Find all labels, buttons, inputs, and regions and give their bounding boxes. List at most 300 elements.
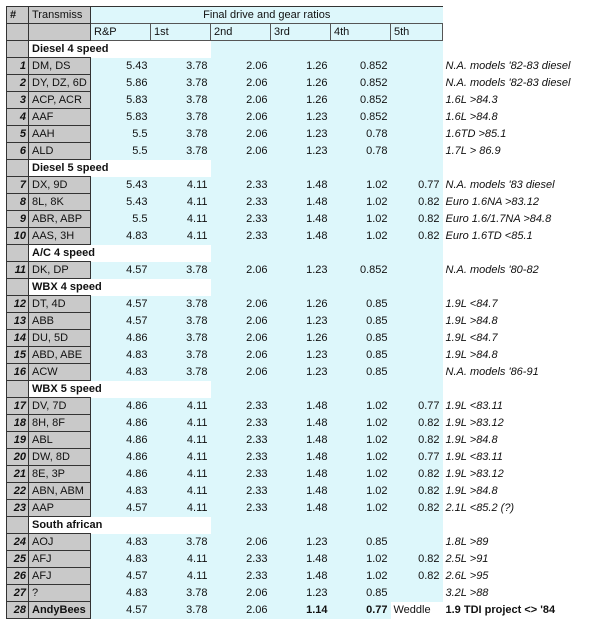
row-number: 21 [7,466,29,483]
table-row [7,58,595,75]
ratio-1st: 3.78 [151,534,211,551]
group-row [7,381,595,398]
group-blank-cell [391,517,443,534]
row-note: 3.2L >88 [443,585,595,602]
row-number: 28 [7,602,29,619]
ratio-4th: 0.85 [331,347,391,364]
ratio-1st: 4.11 [151,432,211,449]
row-number: 27 [7,585,29,602]
transmission-code: 8L, 8K [29,194,91,211]
group-label: South african [29,517,211,534]
group-row [7,517,595,534]
group-label: Diesel 4 speed [29,41,211,58]
group-label: Diesel 5 speed [29,160,211,177]
row-number: 15 [7,347,29,364]
ratio-rp: 4.57 [91,313,151,330]
ratio-4th: 0.852 [331,262,391,279]
ratio-rp: 4.86 [91,330,151,347]
ratio-3rd: 1.48 [271,194,331,211]
ratio-4th: 1.02 [331,500,391,517]
ratio-1st: 3.78 [151,126,211,143]
row-number: 25 [7,551,29,568]
row-note: 1.8L >89 [443,534,595,551]
ratio-2nd: 2.33 [211,568,271,585]
ratio-2nd: 2.33 [211,432,271,449]
row-note: 1.9L >84.8 [443,432,595,449]
group-row [7,41,595,58]
ratio-5th [391,347,443,364]
table-row [7,551,595,568]
table-row [7,109,595,126]
row-note: 1.6L >84.8 [443,109,595,126]
ratio-3rd: 1.26 [271,330,331,347]
col-rp: R&P [91,24,151,41]
transmission-code: DT, 4D [29,296,91,313]
ratio-4th: 0.852 [331,75,391,92]
col-4th: 4th [331,24,391,41]
row-number: 24 [7,534,29,551]
row-number: 10 [7,228,29,245]
group-num-blank [7,245,29,262]
ratio-3rd: 1.23 [271,534,331,551]
header-num-blank [7,24,29,41]
transmission-code: 8E, 3P [29,466,91,483]
ratio-2nd: 2.33 [211,500,271,517]
ratio-4th: 0.85 [331,585,391,602]
table-row-andybees [7,602,595,619]
ratio-rp: 4.86 [91,466,151,483]
row-number: 1 [7,58,29,75]
ratio-2nd: 2.06 [211,364,271,381]
ratio-5th: 0.82 [391,432,443,449]
ratio-2nd: 2.33 [211,398,271,415]
row-note: N.A. models '83 diesel [443,177,595,194]
group-blank-cell [211,279,271,296]
transmission-code: DX, 9D [29,177,91,194]
table-row [7,228,595,245]
ratio-1st: 3.78 [151,58,211,75]
ratio-2nd: 2.06 [211,58,271,75]
ratio-rp: 4.57 [91,262,151,279]
transmission-code: ABD, ABE [29,347,91,364]
table-row [7,262,595,279]
ratio-5th [391,109,443,126]
ratio-3rd: 1.23 [271,347,331,364]
table-row [7,415,595,432]
ratio-4th: 0.85 [331,313,391,330]
table-row [7,296,595,313]
row-number: 22 [7,483,29,500]
ratio-2nd: 2.06 [211,126,271,143]
row-note: 1.9L >83.12 [443,466,595,483]
ratio-rp: 4.83 [91,364,151,381]
row-note: N.A. models '82-83 diesel [443,75,595,92]
ratio-2nd: 2.33 [211,483,271,500]
row-number: 20 [7,449,29,466]
table-row [7,211,595,228]
ratio-1st: 4.11 [151,551,211,568]
title-row [7,7,595,24]
table-row [7,143,595,160]
ratio-1st: 4.11 [151,466,211,483]
row-note: 1.9L <83.11 [443,449,595,466]
table-row [7,330,595,347]
ratio-3rd: 1.23 [271,364,331,381]
ratio-4th: 1.02 [331,466,391,483]
ratio-2nd: 2.06 [211,75,271,92]
group-blank-cell [271,517,331,534]
col-1st: 1st [151,24,211,41]
table-body [7,41,595,619]
ratio-5th [391,143,443,160]
table-row [7,364,595,381]
transmission-code: DM, DS [29,58,91,75]
transmission-code: DU, 5D [29,330,91,347]
group-blank-cell [391,41,443,58]
group-blank-cell [331,381,391,398]
group-num-blank [7,381,29,398]
ratio-2nd: 2.33 [211,211,271,228]
row-number: 8 [7,194,29,211]
ratio-rp: 4.57 [91,602,151,619]
group-blank-cell [271,381,331,398]
ratio-1st: 3.78 [151,313,211,330]
row-number: 5 [7,126,29,143]
ratio-4th: 0.77 [331,602,391,619]
ratio-5th [391,534,443,551]
row-note: 1.9L <84.7 [443,296,595,313]
row-note: 1.9L >84.8 [443,313,595,330]
ratio-3rd: 1.23 [271,109,331,126]
ratio-4th: 1.02 [331,398,391,415]
group-blank-cell [391,160,443,177]
row-note: 2.6L >95 [443,568,595,585]
transmission-code: DV, 7D [29,398,91,415]
ratio-5th: 0.77 [391,398,443,415]
row-note: Euro 1.6NA >83.12 [443,194,595,211]
ratio-rp: 5.5 [91,143,151,160]
ratio-3rd: 1.48 [271,398,331,415]
group-blank-cell [331,517,391,534]
row-number: 18 [7,415,29,432]
ratio-1st: 4.11 [151,500,211,517]
ratio-1st: 4.11 [151,568,211,585]
row-note: N.A. models '80-82 [443,262,595,279]
group-blank-cell [271,279,331,296]
table-row [7,534,595,551]
ratio-3rd: 1.48 [271,228,331,245]
ratio-4th: 0.852 [331,92,391,109]
header-code-blank [29,24,91,41]
ratio-rp: 5.43 [91,58,151,75]
ratio-2nd: 2.33 [211,551,271,568]
row-number: 23 [7,500,29,517]
group-row [7,160,595,177]
group-label: WBX 4 speed [29,279,211,296]
ratio-1st: 4.11 [151,228,211,245]
ratio-1st: 3.78 [151,296,211,313]
ratio-3rd: 1.48 [271,500,331,517]
ratio-rp: 4.83 [91,551,151,568]
ratio-rp: 4.57 [91,296,151,313]
ratio-2nd: 2.06 [211,92,271,109]
ratio-rp: 4.83 [91,483,151,500]
ratio-4th: 1.02 [331,483,391,500]
row-note: 2.5L >91 [443,551,595,568]
group-label: WBX 5 speed [29,381,211,398]
transmission-code: ACW [29,364,91,381]
ratio-1st: 3.78 [151,262,211,279]
ratio-4th: 1.02 [331,551,391,568]
row-note: 1.9L >84.8 [443,483,595,500]
ratio-5th [391,58,443,75]
ratio-rp: 5.43 [91,194,151,211]
group-num-blank [7,517,29,534]
row-number: 11 [7,262,29,279]
row-number: 16 [7,364,29,381]
row-note: 1.9L <83.11 [443,398,595,415]
transmission-code: 8H, 8F [29,415,91,432]
ratio-2nd: 2.33 [211,415,271,432]
ratio-5th [391,330,443,347]
ratio-3rd: 1.48 [271,483,331,500]
table-row [7,449,595,466]
ratio-3rd: 1.48 [271,551,331,568]
ratio-4th: 0.85 [331,534,391,551]
col-2nd: 2nd [211,24,271,41]
ratio-3rd: 1.23 [271,262,331,279]
transmission-code: ABR, ABP [29,211,91,228]
table-row [7,466,595,483]
ratio-rp: 4.57 [91,568,151,585]
ratio-4th: 1.02 [331,432,391,449]
ratio-4th: 1.02 [331,449,391,466]
ratio-3rd: 1.48 [271,449,331,466]
ratio-1st: 4.11 [151,398,211,415]
ratio-4th: 1.02 [331,177,391,194]
ratio-2nd: 2.33 [211,449,271,466]
ratio-rp: 5.5 [91,211,151,228]
group-note-blank [443,41,595,58]
row-number: 7 [7,177,29,194]
ratio-5th [391,313,443,330]
transmission-code: DK, DP [29,262,91,279]
ratio-5th: 0.77 [391,177,443,194]
row-number: 6 [7,143,29,160]
table-row [7,126,595,143]
transmission-code: AAH [29,126,91,143]
ratio-4th: 1.02 [331,228,391,245]
ratio-1st: 3.78 [151,585,211,602]
row-note: 1.6L >84.3 [443,92,595,109]
ratio-5th [391,585,443,602]
transmission-code: DY, DZ, 6D [29,75,91,92]
ratio-rp: 4.86 [91,449,151,466]
row-number: 3 [7,92,29,109]
ratio-5th: 0.82 [391,500,443,517]
ratio-rp: 5.86 [91,75,151,92]
row-number: 13 [7,313,29,330]
transmission-code: AAS, 3H [29,228,91,245]
ratio-5th: 0.77 [391,449,443,466]
ratio-5th [391,75,443,92]
ratio-2nd: 2.33 [211,466,271,483]
row-note: Euro 1.6/1.7NA >84.8 [443,211,595,228]
transmission-code: ABN, ABM [29,483,91,500]
transmission-code: ABL [29,432,91,449]
ratio-3rd: 1.48 [271,466,331,483]
ratio-1st: 3.78 [151,347,211,364]
ratio-rp: 5.83 [91,109,151,126]
ratio-5th: 0.82 [391,551,443,568]
row-note: 2.1L <85.2 (?) [443,500,595,517]
table-row [7,313,595,330]
ratio-2nd: 2.33 [211,177,271,194]
ratio-1st: 4.11 [151,194,211,211]
ratio-3rd: 1.26 [271,58,331,75]
col-3rd: 3rd [271,24,331,41]
ratio-4th: 0.85 [331,330,391,347]
ratio-rp: 4.83 [91,585,151,602]
row-note: N.A. models '86-91 [443,364,595,381]
ratio-2nd: 2.06 [211,313,271,330]
ratio-2nd: 2.06 [211,143,271,160]
ratio-3rd: 1.26 [271,296,331,313]
group-note-blank [443,517,595,534]
group-row [7,245,595,262]
ratio-rp: 4.83 [91,347,151,364]
row-note: 1.9L >83.12 [443,415,595,432]
ratio-4th: 0.852 [331,109,391,126]
column-header-row [7,24,595,41]
row-number: 9 [7,211,29,228]
ratio-rp: 4.83 [91,534,151,551]
ratio-5th: 0.82 [391,211,443,228]
group-num-blank [7,160,29,177]
group-blank-cell [211,160,271,177]
ratio-5th: 0.82 [391,228,443,245]
group-blank-cell [211,517,271,534]
col-5th: 5th [391,24,443,41]
group-blank-cell [271,245,331,262]
row-note: Euro 1.6TD <85.1 [443,228,595,245]
table-row [7,92,595,109]
group-num-blank [7,279,29,296]
ratio-4th: 1.02 [331,211,391,228]
row-number: 12 [7,296,29,313]
transmission-code: AFJ [29,568,91,585]
ratio-4th: 0.852 [331,58,391,75]
table-row [7,483,595,500]
ratio-rp: 4.86 [91,398,151,415]
ratio-4th: 0.85 [331,296,391,313]
ratio-1st: 4.11 [151,211,211,228]
group-blank-cell [211,41,271,58]
group-num-blank [7,41,29,58]
table-row [7,75,595,92]
group-blank-cell [331,160,391,177]
transmission-code: AAF [29,109,91,126]
group-blank-cell [331,279,391,296]
ratio-rp: 5.83 [91,92,151,109]
ratio-2nd: 2.06 [211,585,271,602]
ratio-5th [391,92,443,109]
ratio-1st: 3.78 [151,75,211,92]
gear-ratio-table [6,6,595,619]
ratio-1st: 3.78 [151,364,211,381]
group-blank-cell [271,160,331,177]
table-row [7,177,595,194]
group-blank-cell [211,381,271,398]
ratio-2nd: 2.06 [211,296,271,313]
ratio-3rd: 1.48 [271,177,331,194]
transmission-code: ABB [29,313,91,330]
row-number: 19 [7,432,29,449]
row-note: 1.9L <84.7 [443,330,595,347]
table-row [7,500,595,517]
ratio-1st: 4.11 [151,483,211,500]
table-row [7,347,595,364]
ratio-3rd: 1.26 [271,92,331,109]
ratio-5th: 0.82 [391,415,443,432]
transmission-code: AFJ [29,551,91,568]
header-code: Transmiss [29,7,91,24]
row-note: 1.9L >84.8 [443,347,595,364]
ratio-5th: 0.82 [391,466,443,483]
ratio-3rd: 1.26 [271,75,331,92]
ratio-5th [391,364,443,381]
ratio-rp: 4.57 [91,500,151,517]
ratio-2nd: 2.06 [211,602,271,619]
ratio-1st: 4.11 [151,177,211,194]
ratio-4th: 1.02 [331,415,391,432]
row-number: 14 [7,330,29,347]
row-number: 4 [7,109,29,126]
ratio-5th [391,296,443,313]
group-blank-cell [391,381,443,398]
ratio-3rd: 1.48 [271,211,331,228]
table-row [7,194,595,211]
group-blank-cell [331,41,391,58]
group-row [7,279,595,296]
transmission-code: ACP, ACR [29,92,91,109]
row-number: 17 [7,398,29,415]
group-note-blank [443,160,595,177]
ratio-3rd: 1.48 [271,415,331,432]
transmission-code: AOJ [29,534,91,551]
transmission-code: ALD [29,143,91,160]
ratio-rp: 5.5 [91,126,151,143]
transmission-code: ? [29,585,91,602]
table-row [7,432,595,449]
ratio-2nd: 2.06 [211,347,271,364]
ratio-3rd: 1.23 [271,126,331,143]
row-note: 1.7L > 86.9 [443,143,595,160]
ratio-1st: 3.78 [151,330,211,347]
row-note: 1.6TD >85.1 [443,126,595,143]
ratio-1st: 3.78 [151,143,211,160]
ratio-4th: 1.02 [331,568,391,585]
ratio-2nd: 2.33 [211,194,271,211]
ratio-3rd: 1.14 [271,602,331,619]
ratio-1st: 4.11 [151,415,211,432]
ratio-5th [391,262,443,279]
ratio-rp: 4.83 [91,228,151,245]
ratio-5th: 0.82 [391,568,443,585]
group-label: A/C 4 speed [29,245,211,262]
header-num: # [7,7,29,24]
ratio-5th-weddle: Weddle [391,602,443,619]
